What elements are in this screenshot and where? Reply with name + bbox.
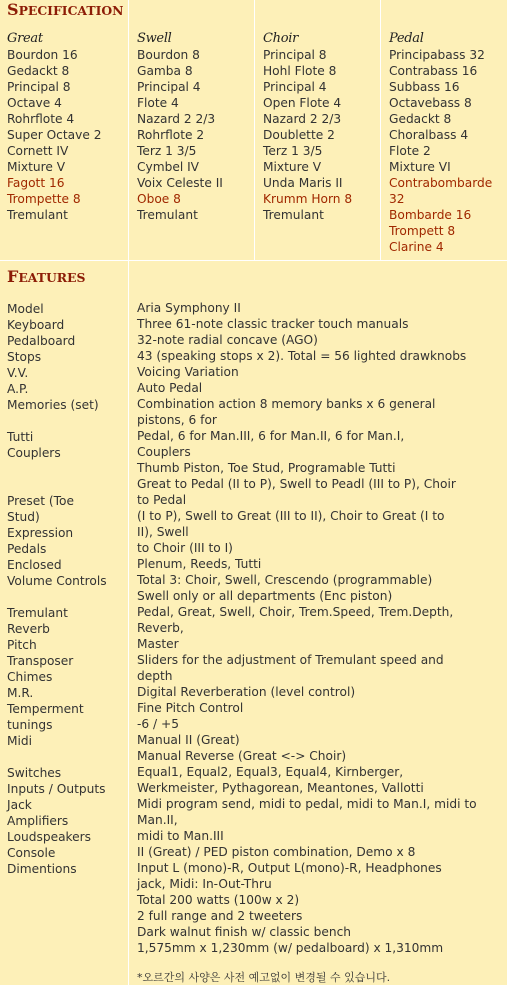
feature-value: Dark walnut finish w/ classic bench [137, 925, 352, 939]
stop-item: Tremulant [7, 208, 68, 222]
stop-item: Gedackt 8 [7, 64, 70, 78]
stop-item: Octavebass 8 [389, 96, 472, 110]
divider-vertical-3 [380, 0, 381, 260]
feature-value: Manual Reverse (Great <-> Choir) [137, 749, 347, 763]
feature-value: Total 3: Choir, Swell, Crescendo (programmable) [137, 573, 433, 587]
stop-column-pedal [389, 31, 492, 255]
stop-item: Principal 4 [137, 80, 201, 94]
stop-item: Mixture V [7, 160, 66, 174]
feature-value: Total 200 watts (100w x 2) [137, 893, 300, 907]
stop-column-choir [263, 31, 352, 223]
stop-item: Mixture VI [389, 160, 451, 174]
feature-value: midi to Man.III [137, 829, 224, 843]
feature-label: Volume Controls [7, 574, 107, 588]
stop-item: Krumm Horn 8 [263, 192, 353, 206]
feature-label: Tremulant [7, 606, 68, 620]
feature-value: Pedal, Great, Swell, Choir, Trem.Speed, Trem.Depth, Reverb, [137, 605, 454, 635]
stop-item: Gedackt 8 [389, 112, 452, 126]
stop-item: Clarine 4 [389, 240, 444, 254]
feature-label: Jack [7, 798, 32, 812]
feature-label: Stud) [7, 510, 40, 524]
feature-value: to Choir (III to I) [137, 541, 233, 555]
feature-label: Switches [7, 766, 62, 780]
features-title [7, 267, 85, 286]
feature-label: Console [7, 846, 56, 860]
footnote: *오르간의 사양은 사전 예고없이 변경될 수 있습니다. [137, 971, 391, 984]
feature-label: Loudspeakers [7, 830, 92, 844]
feature-label: Keyboard [7, 318, 65, 332]
feature-value: 32-note radial concave (AGO) [137, 333, 318, 347]
features-title-initial: F [7, 267, 19, 286]
stop-item: Terz 1 3/5 [263, 144, 323, 158]
feature-label: Pedalboard [7, 334, 76, 348]
feature-label: Midi [7, 734, 33, 748]
stop-item: Doublette 2 [263, 128, 335, 142]
feature-value: Couplers [137, 445, 191, 459]
division-heading: Swell [137, 31, 172, 46]
stop-item: Principabass 32 [389, 48, 485, 62]
feature-label: Dimentions [7, 862, 77, 876]
feature-value: Input L (mono)-R, Output L(mono)-R, Headphones jack, Midi: In-Out-Thru [137, 861, 442, 891]
division-heading: Choir [263, 31, 299, 46]
stop-item: Voix Celeste II [137, 176, 223, 190]
feature-label [7, 461, 107, 477]
division-heading: Pedal [389, 31, 424, 46]
stop-item: Principal 8 [263, 48, 327, 62]
feature-label [7, 477, 107, 493]
feature-label: Tutti [7, 430, 34, 444]
stop-item: Trompett 8 [389, 224, 456, 238]
stop-item: 32 [389, 192, 405, 206]
feature-label [7, 413, 107, 429]
divider-horizontal [0, 260, 507, 261]
feature-value: Three 61-note classic tracker touch manuals [137, 317, 409, 331]
feature-label: Stops [7, 350, 42, 364]
feature-label: Transposer [7, 654, 74, 668]
divider-vertical-1 [128, 0, 129, 985]
feature-value: Voicing Variation [137, 365, 239, 379]
feature-label: Preset (Toe [7, 494, 74, 508]
feature-value: II (Great) / PED piston combination, Demo x 8 [137, 845, 416, 859]
stop-item: Principal 4 [263, 80, 327, 94]
feature-value: Equal1, Equal2, Equal3, Equal4, Kirnberger, Werkmeister, Pythagorean, Meantones, Vallotti [137, 765, 424, 795]
division-heading: Great [7, 31, 43, 46]
spec-title-initial: S [7, 0, 19, 19]
feature-label: M.R. [7, 686, 34, 700]
feature-label: Model [7, 302, 44, 316]
feature-label: Amplifiers [7, 814, 69, 828]
stop-item: Super Octave 2 [7, 128, 102, 142]
stop-item: Tremulant [137, 208, 198, 222]
stop-item: Nazard 2 2/3 [137, 112, 216, 126]
feature-value: Plenum, Reeds, Tutti [137, 557, 262, 571]
feature-value: 43 (speaking stops x 2). Total = 56 lighted drawknobs [137, 349, 467, 363]
feature-value: 2 full range and 2 tweeters [137, 909, 303, 923]
stop-item: Bombarde 16 [389, 208, 472, 222]
stop-item: Fagott 16 [7, 176, 65, 190]
stop-item: Contrabass 16 [389, 64, 478, 78]
feature-value: Fine Pitch Control [137, 701, 244, 715]
stop-item: Nazard 2 2/3 [263, 112, 342, 126]
feature-label: Couplers [7, 446, 61, 460]
stop-item: Open Flote 4 [263, 96, 342, 110]
feature-label [7, 749, 107, 765]
stop-item: Cornett IV [7, 144, 69, 158]
feature-label: Memories (set) [7, 398, 99, 412]
stop-item: Terz 1 3/5 [137, 144, 197, 158]
feature-label: Pedals [7, 542, 47, 556]
feature-value: Digital Reverberation (level control) [137, 685, 356, 699]
feature-value: Master [137, 637, 179, 651]
feature-label: A.P. [7, 382, 29, 396]
feature-label: Inputs / Outputs [7, 782, 106, 796]
stop-item: Flote 2 [389, 144, 431, 158]
feature-label: Temperment [7, 702, 84, 716]
feature-labels [7, 301, 107, 877]
stop-item: Rohrflote 4 [7, 112, 75, 126]
stop-item: Unda Maris II [263, 176, 343, 190]
stop-column-great [7, 31, 101, 223]
stop-item: Cymbel IV [137, 160, 200, 174]
feature-value: -6 / +5 [137, 717, 179, 731]
stop-item: Principal 8 [7, 80, 71, 94]
stop-item: Hohl Flote 8 [263, 64, 337, 78]
feature-value: Great to Pedal (II to P), Swell to Peadl (III to P), Choir to Pedal [137, 477, 456, 507]
feature-value: (I to P), Swell to Great (III to II), Choir to Great (I to II), Swell [137, 509, 445, 539]
stop-item: Bourdon 8 [137, 48, 200, 62]
feature-values [137, 300, 477, 956]
feature-value: Sliders for the adjustment of Tremulant speed and depth [137, 653, 444, 683]
feature-value: Combination action 8 memory banks x 6 general pistons, 6 for [137, 397, 436, 427]
stop-item: Bourdon 16 [7, 48, 78, 62]
feature-value: 1,575mm x 1,230mm (w/ pedalboard) x 1,310mm [137, 941, 444, 955]
feature-value: Thumb Piston, Toe Stud, Programable Tutti [137, 461, 396, 475]
feature-label: Expression [7, 526, 74, 540]
features-title-rest: EATURES [18, 270, 86, 285]
feature-value: Manual II (Great) [137, 733, 240, 747]
feature-label: V.V. [7, 366, 29, 380]
feature-label: tunings [7, 718, 53, 732]
stop-item: Flote 4 [137, 96, 179, 110]
stop-item: Trompette 8 [7, 192, 81, 206]
stop-column-swell [137, 31, 223, 223]
stop-item: Oboe 8 [137, 192, 181, 206]
stop-item: Gamba 8 [137, 64, 193, 78]
stop-item: Mixture V [263, 160, 322, 174]
feature-value: Auto Pedal [137, 381, 203, 395]
feature-value: Pedal, 6 for Man.III, 6 for Man.II, 6 for Man.I, [137, 429, 405, 443]
spec-title-rest: PECIFICATION [18, 3, 124, 18]
feature-label: Enclosed [7, 558, 62, 572]
feature-label [7, 589, 107, 605]
stop-item: Rohrflote 2 [137, 128, 205, 142]
stop-item: Subbass 16 [389, 80, 460, 94]
feature-label: Reverb [7, 622, 50, 636]
feature-value: Aria Symphony II [137, 301, 241, 315]
stop-item: Contrabombarde [389, 176, 493, 190]
divider-vertical-2 [254, 0, 255, 260]
feature-label: Chimes [7, 670, 53, 684]
specification-title [7, 0, 124, 19]
feature-value: Swell only or all departments (Enc piston) [137, 589, 393, 603]
stop-item: Tremulant [263, 208, 324, 222]
feature-value: Midi program send, midi to pedal, midi to Man.I, midi to Man.II, [137, 797, 477, 827]
feature-label: Pitch [7, 638, 37, 652]
stop-item: Octave 4 [7, 96, 62, 110]
stop-item: Choralbass 4 [389, 128, 469, 142]
